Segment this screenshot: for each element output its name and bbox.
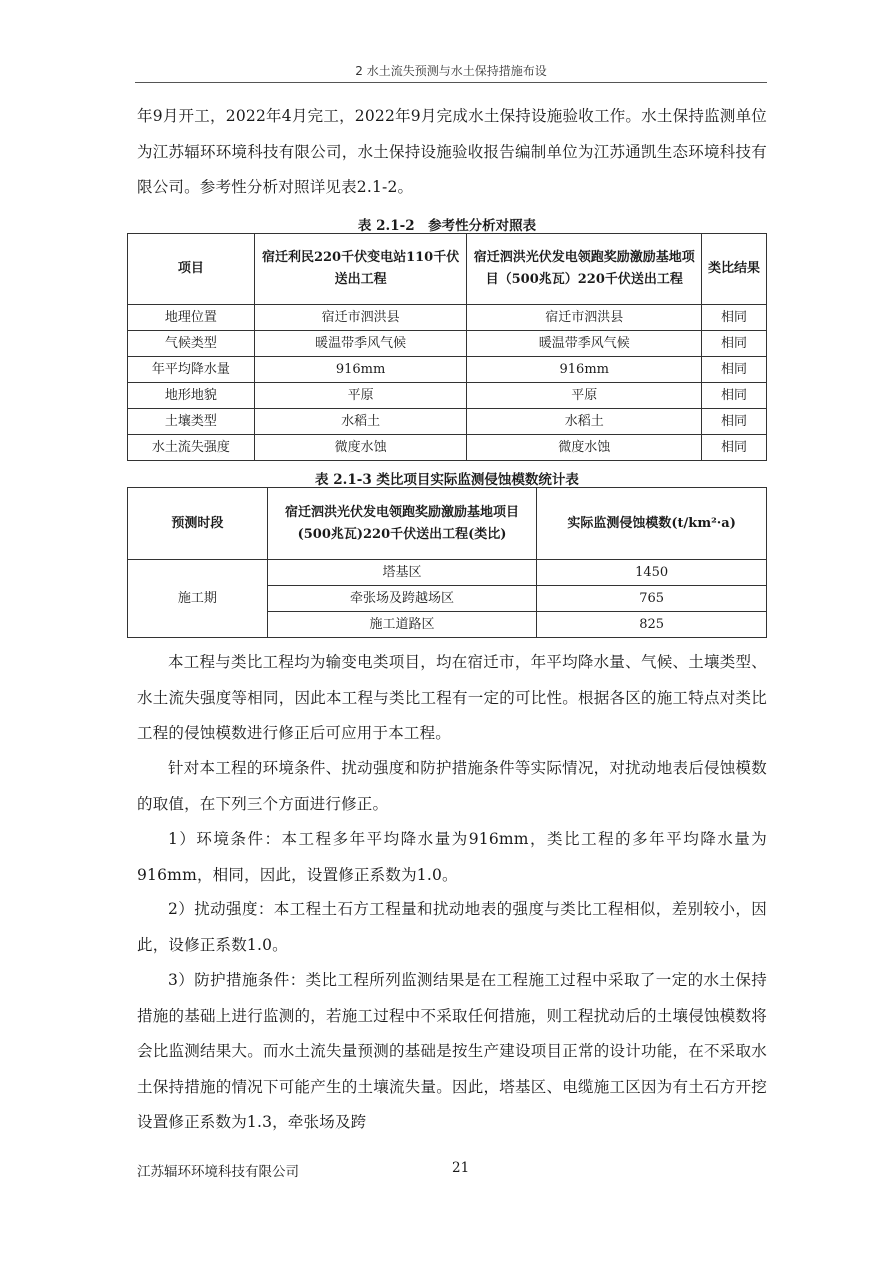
body-paragraph: 3）防护措施条件：类比工程所列监测结果是在工程施工过程中采取了一定的水土保持措施的基础上进行监测的，若施工过程中不采取任何措施，则工程扰动后的土壤侵蚀模数将会比监测结果大。而水土流失量预测的基础是按生产建设项目正常的设计功能，在不采取水土保持措施的情况下可能产生的土壤流失量。因此，塔基区、电缆施工区因为有土石方开挖设置修正系数为1.3，牵张场及跨 — [137, 971, 767, 1131]
table-cell: 气候类型 — [128, 331, 255, 357]
table-cell: 水稻土 — [467, 409, 702, 435]
header-divider — [135, 82, 767, 83]
erosion-modulus-table — [127, 487, 767, 638]
running-header: 2 水土流失预测与水土保持措施布设 — [355, 64, 547, 78]
reference-analysis-table — [127, 233, 767, 461]
table-cell: 916mm — [467, 357, 702, 383]
table1-header-cell: 项目 — [128, 234, 255, 305]
table-cell: 地理位置 — [128, 305, 255, 331]
table-cell: 相同 — [702, 435, 767, 461]
intro-paragraph: 年9月开工，2022年4月完工，2022年9月完成水土保持设施验收工作。水土保持监测单位为江苏辐环环境科技有限公司，水土保持设施验收报告编制单位为江苏通凯生态环境科技有限公司。参考性分析对照详见表2.1-2。 — [137, 107, 767, 196]
table-cell: 年平均降水量 — [128, 357, 255, 383]
table-cell: 1450 — [537, 560, 767, 586]
table2-header-row — [128, 488, 767, 560]
table-cell: 相同 — [702, 305, 767, 331]
body-paragraph: 针对本工程的环境条件、扰动强度和防护措施条件等实际情况，对扰动地表后侵蚀模数的取值，在下列三个方面进行修正。 — [137, 759, 767, 813]
table-row — [128, 560, 767, 586]
table-cell: 微度水蚀 — [254, 435, 467, 461]
table-cell: 暖温带季风气候 — [254, 331, 467, 357]
table-cell: 水稻土 — [254, 409, 467, 435]
table-cell: 765 — [537, 586, 767, 612]
page-number: 21 — [452, 1160, 470, 1176]
table-cell: 水土流失强度 — [128, 435, 255, 461]
table-cell: 暖温带季风气候 — [467, 331, 702, 357]
table-cell: 相同 — [702, 409, 767, 435]
table-cell: 相同 — [702, 357, 767, 383]
body-paragraph: 2）扰动强度：本工程土石方工程量和扰动地表的强度与类比工程相似，差别较小，因此，设修正系数1.0。 — [137, 900, 767, 954]
table-row — [128, 331, 767, 357]
table-cell: 宿迁市泗洪县 — [254, 305, 467, 331]
table-cell: 施工道路区 — [267, 612, 537, 638]
table2-header-cell: 实际监测侵蚀模数(t/km²·a) — [537, 488, 767, 560]
table-row — [128, 357, 767, 383]
table2-caption: 表 2.1-3 类比项目实际监测侵蚀模数统计表 — [315, 472, 579, 488]
table-row — [128, 409, 767, 435]
table1-caption: 表 2.1-2 参考性分析对照表 — [357, 218, 537, 234]
table1-header-cell: 宿迁利民220千伏变电站110千伏送出工程 — [254, 234, 467, 305]
table-cell: 宿迁市泗洪县 — [467, 305, 702, 331]
table-cell: 塔基区 — [267, 560, 537, 586]
footer-company: 江苏辐环环境科技有限公司 — [137, 1164, 299, 1180]
body-paragraph: 本工程与类比工程均为输变电类项目，均在宿迁市，年平均降水量、气候、土壤类型、水土流失强度等相同，因此本工程与类比工程有一定的可比性。根据各区的施工特点对类比工程的侵蚀模数进行修正后可应用于本工程。 — [137, 653, 767, 742]
table-cell: 相同 — [702, 331, 767, 357]
table-cell: 土壤类型 — [128, 409, 255, 435]
table1-header-row — [128, 234, 767, 305]
table1-header-cell: 宿迁泗洪光伏发电领跑奖励激励基地项目（500兆瓦）220千伏送出工程 — [467, 234, 702, 305]
table-row — [128, 383, 767, 409]
table-cell: 微度水蚀 — [467, 435, 702, 461]
table2-header-cell: 预测时段 — [128, 488, 268, 560]
table-row — [128, 435, 767, 461]
period-cell: 施工期 — [128, 560, 268, 638]
table2-header-cell: 宿迁泗洪光伏发电领跑奖励激励基地项目(500兆瓦)220千伏送出工程(类比) — [267, 488, 537, 560]
table-cell: 地形地貌 — [128, 383, 255, 409]
table-cell: 相同 — [702, 383, 767, 409]
body-paragraph: 1）环境条件：本工程多年平均降水量为916mm，类比工程的多年平均降水量为916mm，相同，因此，设置修正系数为1.0。 — [137, 830, 767, 884]
table-cell: 牵张场及跨越场区 — [267, 586, 537, 612]
table-cell: 平原 — [254, 383, 467, 409]
table-row — [128, 305, 767, 331]
table-cell: 916mm — [254, 357, 467, 383]
table1-header-cell: 类比结果 — [702, 234, 767, 305]
table-cell: 平原 — [467, 383, 702, 409]
table-cell: 825 — [537, 612, 767, 638]
